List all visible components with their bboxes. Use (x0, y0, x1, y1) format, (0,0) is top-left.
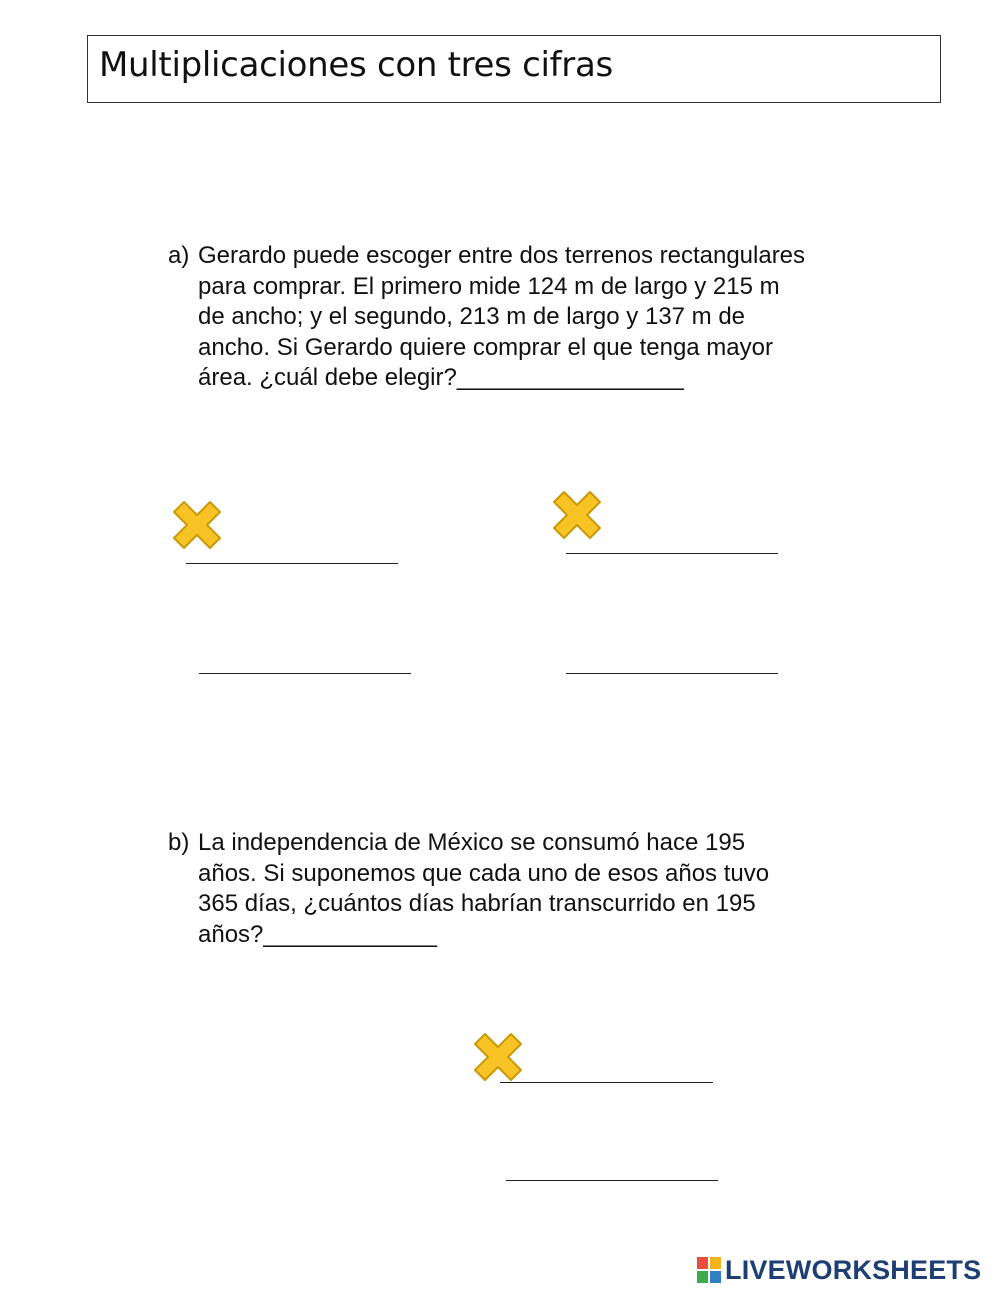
answer-line-b-result[interactable] (506, 1180, 718, 1181)
answer-line-a-right-result[interactable] (566, 673, 778, 674)
liveworksheets-logo-icon (697, 1257, 721, 1283)
answer-line-b-product[interactable] (500, 1082, 713, 1083)
problem-a-line-3: de ancho; y el segundo, 213 m de largo y 137 m de (198, 303, 746, 330)
problem-a-letter: a) (168, 242, 190, 269)
multiply-cross-icon (471, 1030, 525, 1084)
problem-b (168, 828, 888, 950)
brand-name: LIVEWORKSHEETS (725, 1254, 982, 1285)
answer-line-a-left-product[interactable] (186, 563, 398, 564)
title-box (87, 35, 941, 103)
multiply-cross-icon (170, 498, 224, 552)
answer-line-a-right-product[interactable] (566, 553, 778, 554)
problem-a (168, 241, 888, 394)
problem-b-letter: b) (168, 829, 190, 856)
problem-b-line-1: La independencia de México se consumó hace 195 (198, 829, 746, 856)
problem-a-line-1: Gerardo puede escoger entre dos terrenos rectangulares (198, 242, 806, 269)
problem-b-line-4[interactable]: años?_____________ (198, 920, 437, 948)
brand-footer (697, 1254, 981, 1286)
problem-a-line-5[interactable]: área. ¿cuál debe elegir?_________________ (198, 364, 684, 391)
problem-b-line-2: años. Si suponemos que cada uno de esos años tuvo (198, 859, 770, 887)
problem-b-line-3: 365 días, ¿cuántos días habrían transcurrido en 195 (198, 890, 756, 917)
page-title: Multiplicaciones con tres cifras (99, 45, 613, 85)
multiply-cross-icon (550, 488, 604, 542)
problem-a-line-2: para comprar. El primero mide 124 m de largo y 215 m (198, 272, 780, 300)
problem-a-line-4: ancho. Si Gerardo quiere comprar el que tenga mayor (198, 333, 773, 361)
answer-line-a-left-result[interactable] (199, 673, 411, 674)
